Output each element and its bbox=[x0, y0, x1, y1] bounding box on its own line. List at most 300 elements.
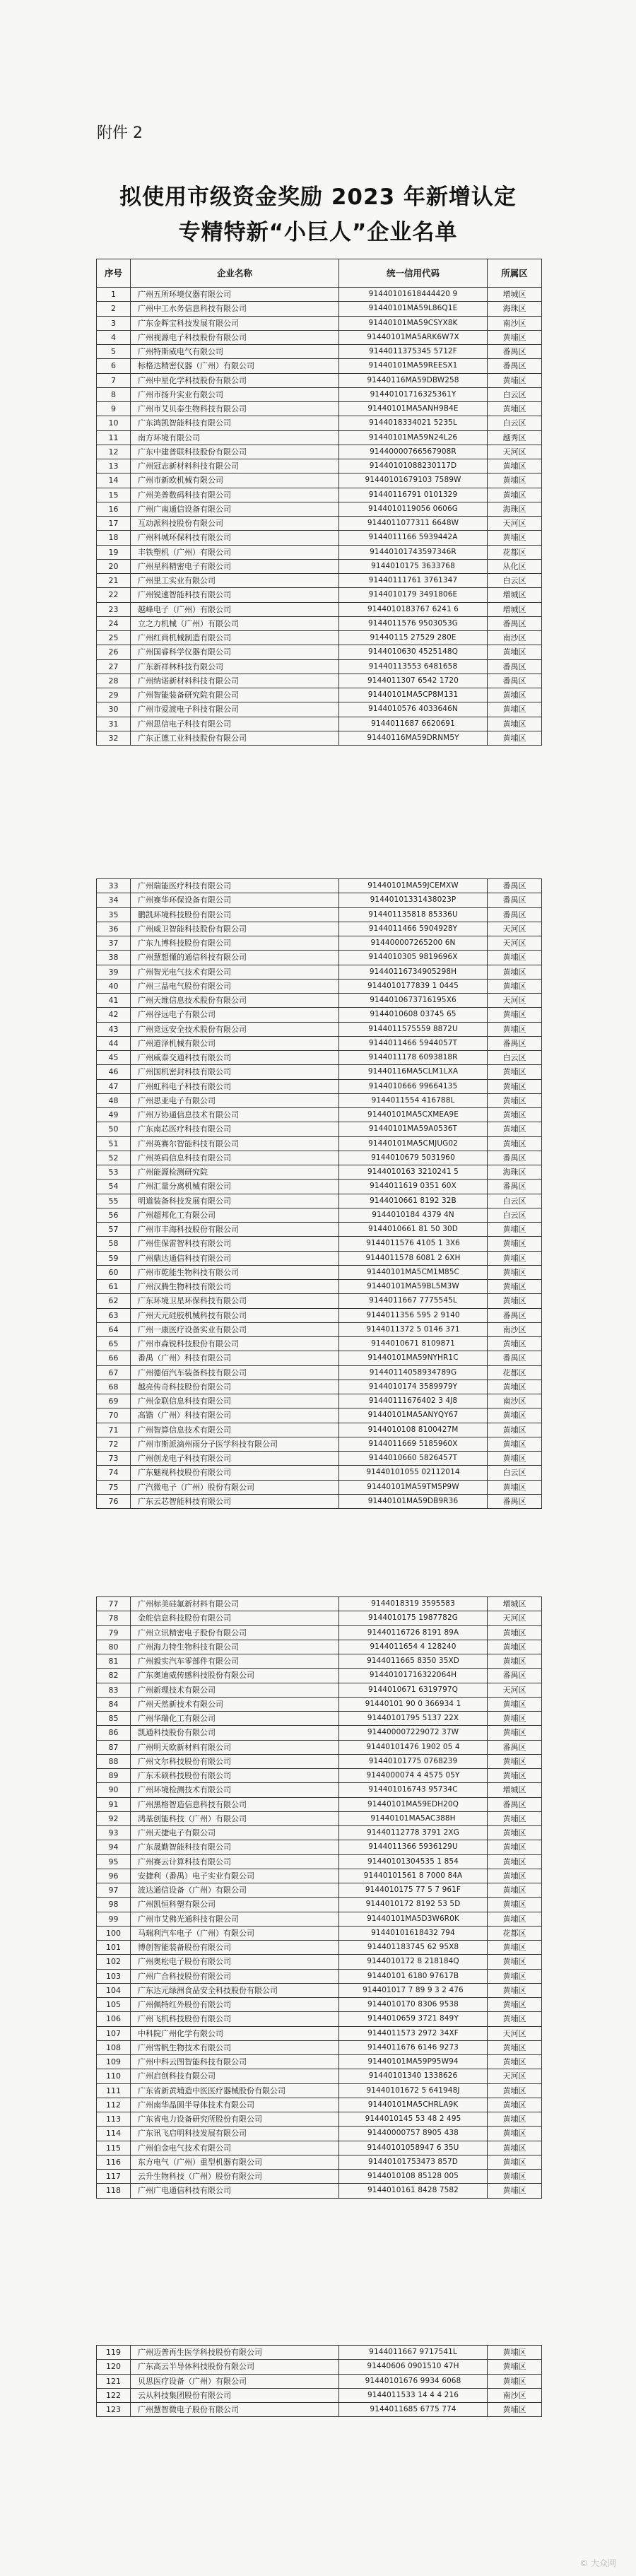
company-name: 广州市森锐科技股份有限公司 bbox=[131, 1337, 339, 1351]
table-row bbox=[97, 373, 542, 387]
company-name: 广州天然新技术有限公司 bbox=[131, 1697, 339, 1711]
company-name: 广州凯恒科塑有限公司 bbox=[131, 1898, 339, 1912]
credit-code: 9144010175 3633768 bbox=[339, 559, 488, 573]
district: 黄埔区 bbox=[488, 1712, 542, 1726]
credit-code: 9144011665 8350 35XD bbox=[339, 1654, 488, 1669]
table-row bbox=[97, 951, 542, 965]
credit-code: 9144000074 4 4575 05Y bbox=[339, 1769, 488, 1783]
table-row bbox=[97, 1840, 542, 1854]
credit-code: 9144010108 85128 005 bbox=[339, 2170, 488, 2184]
row-index: 72 bbox=[97, 1437, 131, 1451]
credit-code: 91440111676402 3 4J8 bbox=[339, 1394, 488, 1408]
table-row bbox=[97, 1251, 542, 1265]
credit-code: 91440112778 3791 2XG bbox=[339, 1826, 488, 1840]
district: 南沙区 bbox=[488, 2388, 542, 2402]
credit-code: 91440101MA59BL5M3W bbox=[339, 1280, 488, 1294]
credit-code: 9144010305 9819696X bbox=[339, 951, 488, 965]
table-row bbox=[97, 545, 542, 559]
row-index: 9 bbox=[97, 402, 131, 416]
district: 黄埔区 bbox=[488, 1969, 542, 1983]
company-name: 广州海力特生物科技有限公司 bbox=[131, 1640, 339, 1654]
credit-code: 91440111761 3761347 bbox=[339, 574, 488, 588]
district: 黄埔区 bbox=[488, 1265, 542, 1279]
row-index: 50 bbox=[97, 1122, 131, 1136]
company-name: 广州竞远安全技术股份有限公司 bbox=[131, 1022, 339, 1036]
row-index: 82 bbox=[97, 1669, 131, 1683]
district: 黄埔区 bbox=[488, 1811, 542, 1825]
credit-code: 9144011554 416788L bbox=[339, 1093, 488, 1107]
table-row bbox=[97, 330, 542, 344]
row-index: 27 bbox=[97, 659, 131, 674]
credit-code: 91440101795 5137 22X bbox=[339, 1712, 488, 1726]
table-row bbox=[97, 2388, 542, 2402]
district: 天河区 bbox=[488, 1611, 542, 1625]
district: 黄埔区 bbox=[488, 1294, 542, 1308]
table-row bbox=[97, 1811, 542, 1825]
table-row bbox=[97, 302, 542, 316]
district: 黄埔区 bbox=[488, 330, 542, 344]
district: 番禺区 bbox=[488, 674, 542, 688]
district: 黄埔区 bbox=[488, 1654, 542, 1669]
row-index: 83 bbox=[97, 1683, 131, 1697]
table-row bbox=[97, 702, 542, 717]
company-name: 云从科技集团股份有限公司 bbox=[131, 2388, 339, 2402]
district: 天河区 bbox=[488, 936, 542, 951]
company-name: 广州伯金电气技术有限公司 bbox=[131, 2141, 339, 2155]
credit-code: 9144011669 5185960X bbox=[339, 1437, 488, 1451]
district: 黄埔区 bbox=[488, 1251, 542, 1265]
district: 天河区 bbox=[488, 922, 542, 936]
table-row bbox=[97, 1008, 542, 1022]
row-index: 51 bbox=[97, 1136, 131, 1151]
credit-code: 9144011533 14 4 4 216 bbox=[339, 2388, 488, 2402]
company-name: 广州英赛尔智能科技有限公司 bbox=[131, 1136, 339, 1151]
credit-code: 91440101775 0768239 bbox=[339, 1754, 488, 1768]
credit-code: 91440101753473 857D bbox=[339, 2155, 488, 2169]
table-row bbox=[97, 1280, 542, 1294]
district: 黄埔区 bbox=[488, 1769, 542, 1783]
company-name: 高锴（广州）科技有限公司 bbox=[131, 1408, 339, 1423]
table-row bbox=[97, 1036, 542, 1050]
table-row bbox=[97, 1726, 542, 1740]
company-name: 广州慧智微电子股份有限公司 bbox=[131, 2403, 339, 2417]
company-name: 互动派科技股份有限公司 bbox=[131, 517, 339, 531]
credit-code: 9144011685 6775 774 bbox=[339, 2403, 488, 2417]
company-name: 广州一康医疗设备实业有限公司 bbox=[131, 1322, 339, 1336]
credit-code: 9144010145 53 48 2 495 bbox=[339, 2112, 488, 2127]
district: 黄埔区 bbox=[488, 2155, 542, 2169]
row-index: 12 bbox=[97, 445, 131, 459]
credit-code: 91440101716325361Y bbox=[339, 387, 488, 401]
company-name: 番禺（广州）科技有限公司 bbox=[131, 1351, 339, 1365]
table-row bbox=[97, 2055, 542, 2069]
credit-code: 914401135818 85336U bbox=[339, 907, 488, 922]
district: 番禺区 bbox=[488, 659, 542, 674]
row-index: 6 bbox=[97, 359, 131, 373]
district: 越秀区 bbox=[488, 430, 542, 445]
table-row bbox=[97, 2012, 542, 2026]
company-name: 广州汇量分离机械有限公司 bbox=[131, 1180, 339, 1194]
credit-code: 9144010671 6319797Q bbox=[339, 1683, 488, 1697]
row-index: 13 bbox=[97, 459, 131, 474]
company-name: 广州中科云图智能科技有限公司 bbox=[131, 2055, 339, 2069]
company-name: 广州文尔科技股份有限公司 bbox=[131, 1754, 339, 1768]
table-row bbox=[97, 1380, 542, 1394]
table-row bbox=[97, 1322, 542, 1336]
row-index: 20 bbox=[97, 559, 131, 573]
table-row bbox=[97, 2155, 542, 2169]
credit-code: 91440101MA5ARK6W7X bbox=[339, 330, 488, 344]
table-row bbox=[97, 1826, 542, 1840]
table-row bbox=[97, 2040, 542, 2054]
district: 黄埔区 bbox=[488, 717, 542, 731]
company-name: 广州五所环境仪器有限公司 bbox=[131, 288, 339, 302]
district: 黄埔区 bbox=[488, 1237, 542, 1251]
company-name: 广州新理技术有限公司 bbox=[131, 1683, 339, 1697]
company-name: 广州思信电子科技有限公司 bbox=[131, 717, 339, 731]
credit-code: 91440101MA5CMJUG02 bbox=[339, 1136, 488, 1151]
table-row bbox=[97, 2026, 542, 2040]
district: 黄埔区 bbox=[488, 488, 542, 502]
credit-code: 91440101679103 7589W bbox=[339, 474, 488, 488]
row-index: 4 bbox=[97, 330, 131, 344]
credit-code: 9144011667 9717541L bbox=[339, 2346, 488, 2360]
table-row bbox=[97, 1394, 542, 1408]
company-name: 广州飞机科技股份有限公司 bbox=[131, 2012, 339, 2026]
table-row bbox=[97, 531, 542, 545]
district: 天河区 bbox=[488, 2026, 542, 2040]
company-name: 广州创龙电子科技有限公司 bbox=[131, 1452, 339, 1466]
district: 黄埔区 bbox=[488, 1912, 542, 1926]
table-row bbox=[97, 1898, 542, 1912]
table-row bbox=[97, 402, 542, 416]
district: 南沙区 bbox=[488, 631, 542, 645]
credit-code: 91440101MA5ANH9B4E bbox=[339, 402, 488, 416]
company-name: 广东金晖宝科技发展有限公司 bbox=[131, 316, 339, 330]
row-index: 73 bbox=[97, 1452, 131, 1466]
company-name: 广州智算信息技术有限公司 bbox=[131, 1423, 339, 1437]
company-table-section-2 bbox=[96, 878, 541, 1509]
table-row bbox=[97, 2141, 542, 2155]
district: 增城区 bbox=[488, 588, 542, 602]
table-row bbox=[97, 1051, 542, 1065]
district: 黄埔区 bbox=[488, 1754, 542, 1768]
district: 海珠区 bbox=[488, 1165, 542, 1180]
company-name: 广州道泽机械有限公司 bbox=[131, 1036, 339, 1050]
row-index: 86 bbox=[97, 1726, 131, 1740]
district: 黄埔区 bbox=[488, 2112, 542, 2127]
company-name: 广州市艾佛光通科技有限公司 bbox=[131, 1912, 339, 1926]
table-row bbox=[97, 936, 542, 951]
table-row bbox=[97, 1437, 542, 1451]
row-index: 123 bbox=[97, 2403, 131, 2417]
company-name: 广东晟勤智能科技有限公司 bbox=[131, 1840, 339, 1854]
table-row bbox=[97, 717, 542, 731]
row-index: 31 bbox=[97, 717, 131, 731]
row-index: 69 bbox=[97, 1394, 131, 1408]
row-index: 32 bbox=[97, 731, 131, 745]
table-row bbox=[97, 645, 542, 659]
district: 黄埔区 bbox=[488, 1380, 542, 1394]
credit-code: 9144010660 5826457T bbox=[339, 1452, 488, 1466]
company-name: 广州美普数码科技有限公司 bbox=[131, 488, 339, 502]
company-name: 立之力机械（广州）有限公司 bbox=[131, 616, 339, 630]
credit-code: 9144018319 3595583 bbox=[339, 1597, 488, 1611]
company-name: 广州国睿科学仪器有限公司 bbox=[131, 645, 339, 659]
company-name: 广东云芯智能科技有限公司 bbox=[131, 1494, 339, 1508]
table-row bbox=[97, 659, 542, 674]
row-index: 46 bbox=[97, 1065, 131, 1079]
table-row bbox=[97, 1669, 542, 1683]
company-name: 广州威泰交通科技有限公司 bbox=[131, 1051, 339, 1065]
company-name: 广东高云半导体科技股份有限公司 bbox=[131, 2360, 339, 2374]
credit-code: 91440113553 6481658 bbox=[339, 659, 488, 674]
row-index: 90 bbox=[97, 1783, 131, 1797]
district: 黄埔区 bbox=[488, 1640, 542, 1654]
district: 黄埔区 bbox=[488, 1625, 542, 1640]
district: 天河区 bbox=[488, 445, 542, 459]
district: 增城区 bbox=[488, 288, 542, 302]
district: 黄埔区 bbox=[488, 2012, 542, 2026]
company-name: 波达通信设备（广州）有限公司 bbox=[131, 1883, 339, 1898]
credit-code: 91440101MA59NYHR1C bbox=[339, 1351, 488, 1365]
company-name: 越亮传奇科技股份有限公司 bbox=[131, 1380, 339, 1394]
company-name: 明道装备科技发展有限公司 bbox=[131, 1194, 339, 1208]
company-name: 广东省电力设备研究所股份有限公司 bbox=[131, 2112, 339, 2127]
credit-code: 9144010177839 1 0445 bbox=[339, 979, 488, 993]
company-name: 广州华瑞化工有限公司 bbox=[131, 1712, 339, 1726]
row-index: 38 bbox=[97, 951, 131, 965]
district: 黄埔区 bbox=[488, 1983, 542, 1997]
table-row bbox=[97, 2403, 542, 2417]
credit-code: 91440101743597346R bbox=[339, 545, 488, 559]
company-name: 广东中建普联科技股份有限公司 bbox=[131, 445, 339, 459]
table-row bbox=[97, 2360, 542, 2374]
table-row bbox=[97, 1265, 542, 1279]
row-index: 91 bbox=[97, 1797, 131, 1811]
row-index: 36 bbox=[97, 922, 131, 936]
credit-code: 91440101561 8 7000 84A bbox=[339, 1869, 488, 1883]
table-row bbox=[97, 1466, 542, 1480]
district: 番禺区 bbox=[488, 1180, 542, 1194]
credit-code: 9144011307 6542 1720 bbox=[339, 674, 488, 688]
company-name: 广州雪帆生物技术有限公司 bbox=[131, 2040, 339, 2054]
credit-code: 9144018334021 5235L bbox=[339, 416, 488, 430]
district: 天河区 bbox=[488, 2069, 542, 2083]
company-name: 广州市斯派滴州雨分子医学科技有限公司 bbox=[131, 1437, 339, 1451]
company-name: 广州里工实业有限公司 bbox=[131, 574, 339, 588]
table-row bbox=[97, 1697, 542, 1711]
credit-code: 9144010175 1987782G bbox=[339, 1611, 488, 1625]
credit-code: 9144011654 4 128240 bbox=[339, 1640, 488, 1654]
row-index: 115 bbox=[97, 2141, 131, 2155]
table-row bbox=[97, 359, 542, 373]
row-index: 80 bbox=[97, 1640, 131, 1654]
table-row bbox=[97, 459, 542, 474]
district: 海珠区 bbox=[488, 502, 542, 516]
district: 黄埔区 bbox=[488, 2141, 542, 2155]
row-index: 28 bbox=[97, 674, 131, 688]
row-index: 121 bbox=[97, 2374, 131, 2388]
company-name: 广州标美硅氟新材料有限公司 bbox=[131, 1597, 339, 1611]
table-row bbox=[97, 922, 542, 936]
table-row bbox=[97, 2069, 542, 2083]
district: 天河区 bbox=[488, 1683, 542, 1697]
row-index: 49 bbox=[97, 1108, 131, 1122]
credit-code: 91440101618432 794 bbox=[339, 1926, 488, 1940]
table-header-row bbox=[97, 259, 542, 288]
credit-code: 9144010673716195X6 bbox=[339, 994, 488, 1008]
row-index: 45 bbox=[97, 1051, 131, 1065]
credit-code: 9144010608 03745 65 bbox=[339, 1008, 488, 1022]
company-name: 广州天元硅胶机械科技有限公司 bbox=[131, 1308, 339, 1322]
watermark: © 大众网 bbox=[579, 2558, 616, 2568]
credit-code: 9144010661 8192 32B bbox=[339, 1194, 488, 1208]
row-index: 65 bbox=[97, 1337, 131, 1351]
credit-code: 91440116726 8191 89A bbox=[339, 1625, 488, 1640]
table-row bbox=[97, 1337, 542, 1351]
row-index: 105 bbox=[97, 1998, 131, 2012]
row-index: 88 bbox=[97, 1754, 131, 1768]
row-index: 79 bbox=[97, 1625, 131, 1640]
table-row bbox=[97, 1983, 542, 1997]
row-index: 60 bbox=[97, 1265, 131, 1279]
company-name: 凯通科技股份有限公司 bbox=[131, 1726, 339, 1740]
company-name: 广州启创科技有限公司 bbox=[131, 2069, 339, 2083]
table-row bbox=[97, 1365, 542, 1380]
row-index: 62 bbox=[97, 1294, 131, 1308]
company-name: 广州南华晶圆半导体技术有限公司 bbox=[131, 2098, 339, 2112]
row-index: 117 bbox=[97, 2170, 131, 2184]
credit-code: 91440101MA59EDH20Q bbox=[339, 1797, 488, 1811]
row-index: 8 bbox=[97, 387, 131, 401]
company-name: 标格达精密仪器（广州）有限公司 bbox=[131, 359, 339, 373]
company-name: 广东奥迪威传感科技股份有限公司 bbox=[131, 1669, 339, 1683]
table-row bbox=[97, 1108, 542, 1122]
credit-code: 91440000757 8905 438 bbox=[339, 2127, 488, 2141]
table-row bbox=[97, 430, 542, 445]
credit-code: 9144011372 5 0146 371 bbox=[339, 1322, 488, 1336]
company-name: 广州毅实汽车零部件有限公司 bbox=[131, 1654, 339, 1669]
credit-code: 91440101MA59JCEMXW bbox=[339, 879, 488, 893]
credit-code: 91440101MA5ANYQY67 bbox=[339, 1408, 488, 1423]
row-index: 97 bbox=[97, 1883, 131, 1898]
table-row bbox=[97, 631, 542, 645]
table-row bbox=[97, 1223, 542, 1237]
row-index: 111 bbox=[97, 2083, 131, 2098]
district: 番禺区 bbox=[488, 893, 542, 907]
header-credit-code: 统一信用代码 bbox=[339, 259, 488, 288]
credit-code: 9144011466 5904928Y bbox=[339, 922, 488, 936]
header-district: 所属区 bbox=[488, 259, 542, 288]
district: 番禺区 bbox=[488, 1494, 542, 1508]
credit-code: 9144011366 5936129U bbox=[339, 1840, 488, 1854]
row-index: 70 bbox=[97, 1408, 131, 1423]
table-row bbox=[97, 602, 542, 616]
table-row bbox=[97, 1423, 542, 1437]
row-index: 44 bbox=[97, 1036, 131, 1050]
table-row bbox=[97, 893, 542, 907]
credit-code: 9144010108 8100427M bbox=[339, 1423, 488, 1437]
credit-code: 9144010666 99664135 bbox=[339, 1079, 488, 1093]
table-row bbox=[97, 1883, 542, 1898]
row-index: 58 bbox=[97, 1237, 131, 1251]
district: 黄埔区 bbox=[488, 2170, 542, 2184]
company-name: 广州特斯威电气有限公司 bbox=[131, 345, 339, 359]
row-index: 47 bbox=[97, 1079, 131, 1093]
table-row bbox=[97, 1208, 542, 1222]
table-row bbox=[97, 2184, 542, 2198]
district: 白云区 bbox=[488, 1051, 542, 1065]
table-row bbox=[97, 1165, 542, 1180]
district: 增城区 bbox=[488, 1783, 542, 1797]
row-index: 53 bbox=[97, 1165, 131, 1180]
company-name: 南方环境有限公司 bbox=[131, 430, 339, 445]
credit-code: 91440101 6180 97617B bbox=[339, 1969, 488, 1983]
row-index: 122 bbox=[97, 2388, 131, 2402]
company-name: 广州冠志新材料科技有限公司 bbox=[131, 459, 339, 474]
row-index: 92 bbox=[97, 1811, 131, 1825]
district: 黄埔区 bbox=[488, 2374, 542, 2388]
district: 黄埔区 bbox=[488, 979, 542, 993]
company-name: 广州天捷电子有限公司 bbox=[131, 1826, 339, 1840]
row-index: 75 bbox=[97, 1480, 131, 1494]
district: 黄埔区 bbox=[488, 1093, 542, 1107]
table-row bbox=[97, 2098, 542, 2112]
company-name: 广州赛华环保设备有限公司 bbox=[131, 893, 339, 907]
table-row bbox=[97, 2374, 542, 2388]
district: 黄埔区 bbox=[488, 1008, 542, 1022]
district: 黄埔区 bbox=[488, 1840, 542, 1854]
district: 番禺区 bbox=[488, 1797, 542, 1811]
table-row bbox=[97, 416, 542, 430]
row-index: 22 bbox=[97, 588, 131, 602]
credit-code: 91440101MA59REESX1 bbox=[339, 359, 488, 373]
district: 黄埔区 bbox=[488, 1480, 542, 1494]
company-name: 广州金联信息科技有限公司 bbox=[131, 1394, 339, 1408]
row-index: 2 bbox=[97, 302, 131, 316]
table-row bbox=[97, 907, 542, 922]
row-index: 71 bbox=[97, 1423, 131, 1437]
table-row bbox=[97, 517, 542, 531]
credit-code: 914401016743 95734C bbox=[339, 1783, 488, 1797]
company-name: 广州广电通信科技有限公司 bbox=[131, 2184, 339, 2198]
district: 白云区 bbox=[488, 387, 542, 401]
row-index: 33 bbox=[97, 879, 131, 893]
company-name: 博创智能装备股份有限公司 bbox=[131, 1941, 339, 1955]
row-index: 19 bbox=[97, 545, 131, 559]
table-row bbox=[97, 1093, 542, 1107]
credit-code: 91440116791 0101329 bbox=[339, 488, 488, 502]
table-row bbox=[97, 1941, 542, 1955]
district: 白云区 bbox=[488, 416, 542, 430]
table-row bbox=[97, 1494, 542, 1508]
district: 番禺区 bbox=[488, 1036, 542, 1050]
company-name: 广东正德工业科技股份有限公司 bbox=[131, 731, 339, 745]
district: 增城区 bbox=[488, 1597, 542, 1611]
company-name: 广东鸿凯智能科技有限公司 bbox=[131, 416, 339, 430]
table-row bbox=[97, 688, 542, 702]
credit-code: 914401183745 62 95X8 bbox=[339, 1941, 488, 1955]
row-index: 109 bbox=[97, 2055, 131, 2069]
table-row bbox=[97, 1625, 542, 1640]
company-table bbox=[96, 259, 542, 746]
district: 天河区 bbox=[488, 994, 542, 1008]
company-name: 广州天维信息技术股份有限公司 bbox=[131, 994, 339, 1008]
credit-code: 9144010630 4525148Q bbox=[339, 645, 488, 659]
credit-code: 9144011576 4105 1 3X6 bbox=[339, 1237, 488, 1251]
row-index: 116 bbox=[97, 2155, 131, 2169]
